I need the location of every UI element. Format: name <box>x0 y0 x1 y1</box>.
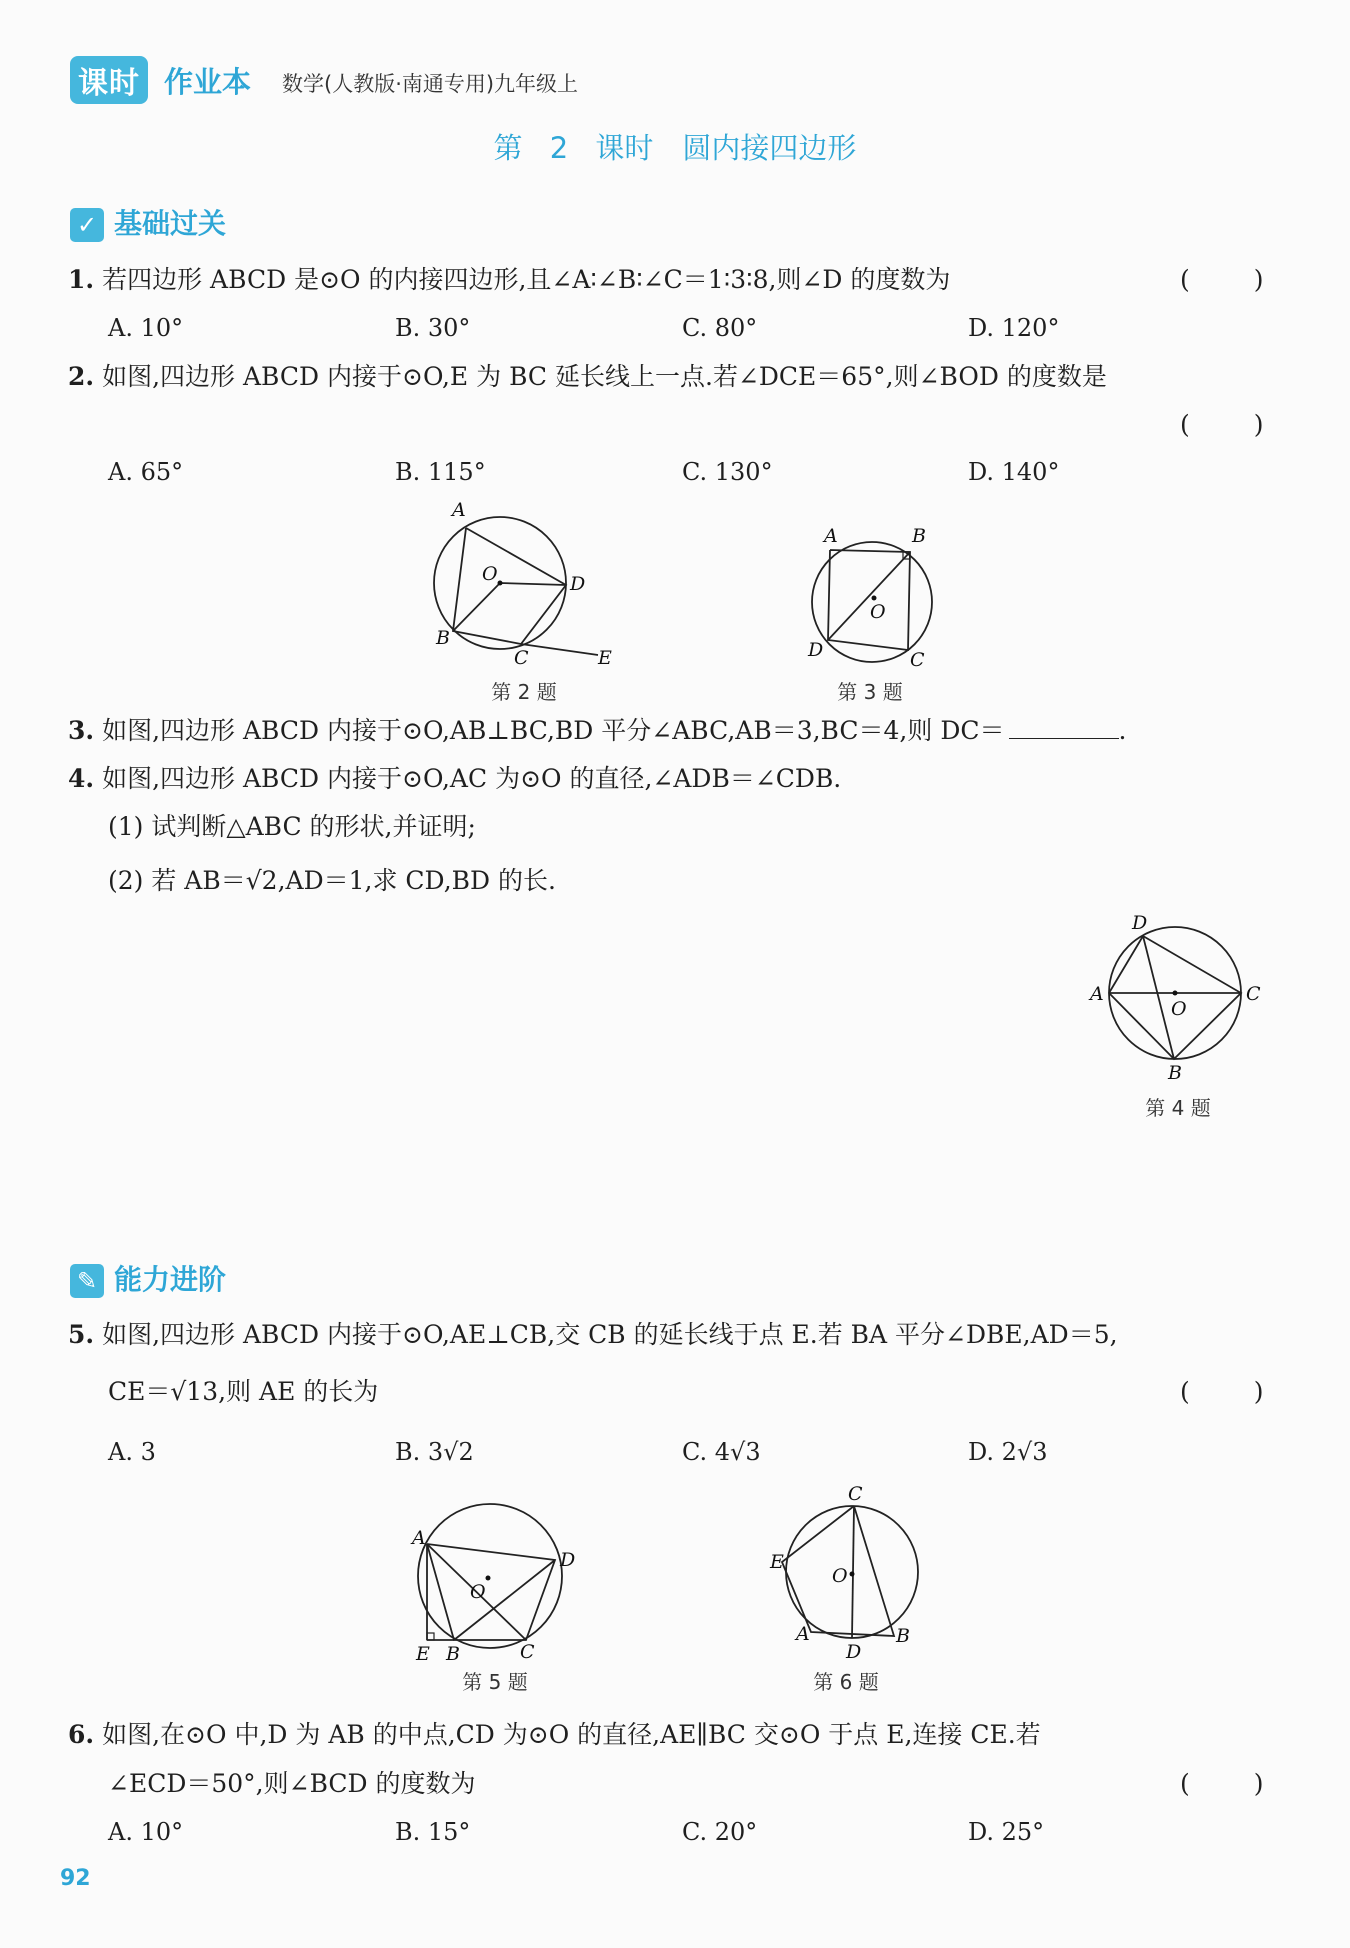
label-c: C <box>910 649 925 671</box>
question-6 <box>68 1720 1041 1750</box>
question-4-part-2: (2) 若 AB＝√2,AD＝1,求 CD,BD 的长. <box>108 866 556 895</box>
q6-option-d: D. 25° <box>968 1818 1045 1846</box>
label-o: O <box>870 601 886 623</box>
label-e: E <box>416 1643 430 1665</box>
question-1-number: 1. <box>68 265 95 294</box>
label-b: B <box>896 1625 910 1647</box>
label-o: O <box>1171 998 1187 1020</box>
label-a: A <box>1090 983 1104 1005</box>
question-4-part-1: (1) 试判断△ABC 的形状,并证明; <box>108 812 476 841</box>
label-o: O <box>832 1565 848 1587</box>
q1-option-b: B. 30° <box>395 314 471 342</box>
book-logo: 课时 <box>70 56 148 104</box>
figure-6 <box>764 1484 944 1664</box>
figure-2-caption: 第 2 题 <box>491 680 557 704</box>
q2-option-b: B. 115° <box>395 458 486 486</box>
center-o <box>850 1572 855 1577</box>
question-6-answer-paren: ( ) <box>1180 1769 1292 1798</box>
question-1-text: 若四边形 ABCD 是⊙O 的内接四边形,且∠A∶∠B∶∠C＝1∶3∶8,则∠D 的度数为 <box>102 265 951 294</box>
question-1-answer-paren: ( ) <box>1180 265 1292 294</box>
label-c: C <box>520 1641 535 1663</box>
label-b: B <box>912 525 926 547</box>
center-o <box>872 596 877 601</box>
section-basic-label: 基础过关 <box>114 207 227 240</box>
label-d: D <box>570 573 586 595</box>
q2-option-a: A. 65° <box>108 458 184 486</box>
question-3-text: 如图,四边形 ABCD 内接于⊙O,AB⊥BC,BD 平分∠ABC,AB＝3,BC＝4,则 DC＝ <box>102 716 1005 745</box>
question-5 <box>68 1320 1118 1350</box>
question-6-text-2: ∠ECD＝50°,则∠BCD 的度数为 <box>108 1769 476 1798</box>
question-3-end: . <box>1118 716 1127 745</box>
right-angle-mark <box>427 1633 434 1640</box>
label-b: B <box>436 627 450 649</box>
quadrilateral-abcd <box>427 1544 555 1640</box>
answer-blank[interactable] <box>1009 716 1119 739</box>
figure-3-caption: 第 3 题 <box>837 680 903 704</box>
label-c: C <box>514 647 529 669</box>
question-1 <box>68 265 950 295</box>
question-2-text: 如图,四边形 ABCD 内接于⊙O,E 为 BC 延长线上一点.若∠DCE＝65°,则∠BOD 的度数是 <box>102 362 1107 391</box>
figure-5-caption: 第 5 题 <box>462 1670 528 1694</box>
question-6-text: 如图,在⊙O 中,D 为 AB 的中点,CD 为⊙O 的直径,AE∥BC 交⊙O 于点 E,连接 CE.若 <box>102 1720 1041 1749</box>
figure-4-caption: 第 4 题 <box>1145 1096 1211 1120</box>
q2-option-c: C. 130° <box>682 458 773 486</box>
label-d: D <box>560 1549 576 1571</box>
circle-o <box>418 1504 562 1648</box>
line-bd <box>828 552 910 640</box>
figure-2 <box>420 498 630 678</box>
label-b: B <box>1168 1062 1182 1084</box>
q1-option-a: A. 10° <box>108 314 184 342</box>
line-ce <box>521 644 598 655</box>
label-c: C <box>1246 983 1261 1005</box>
label-d: D <box>846 1641 862 1663</box>
q5-option-d: D. 2√3 <box>968 1438 1048 1466</box>
question-5-answer-paren: ( ) <box>1180 1377 1292 1406</box>
book-subtitle: 数学(人教版·南通专用)九年级上 <box>282 72 579 96</box>
question-2-answer-paren: ( ) <box>1180 410 1292 439</box>
lesson-title: 第 2 课时 圆内接四边形 <box>493 131 857 165</box>
chord-bd <box>1143 936 1174 1059</box>
q5-option-b: B. 3√2 <box>395 1438 474 1466</box>
label-a: A <box>412 1527 426 1549</box>
label-o: O <box>470 1581 486 1603</box>
q6-option-c: C. 20° <box>682 1818 758 1846</box>
section-basic <box>70 202 226 242</box>
q5-option-a: A. 3 <box>108 1438 156 1466</box>
checkbox-icon: ✓ <box>70 208 104 242</box>
label-a: A <box>796 1623 810 1645</box>
label-a: A <box>452 499 466 521</box>
question-4-text: 如图,四边形 ABCD 内接于⊙O,AC 为⊙O 的直径,∠ADB＝∠CDB. <box>102 764 842 793</box>
question-5-number: 5. <box>68 1320 95 1349</box>
center-o <box>486 1576 491 1581</box>
figure-6-caption: 第 6 题 <box>813 1670 879 1694</box>
question-4 <box>68 764 841 794</box>
figure-3 <box>790 520 960 675</box>
label-b: B <box>446 1643 460 1665</box>
q1-option-c: C. 80° <box>682 314 758 342</box>
question-4-number: 4. <box>68 764 95 793</box>
question-5-text-2: CE＝√13,则 AE 的长为 <box>108 1377 379 1406</box>
label-d: D <box>1132 912 1148 934</box>
label-a: A <box>824 525 838 547</box>
question-3-number: 3. <box>68 716 95 745</box>
book-name: 作业本 <box>164 65 252 99</box>
question-2 <box>68 362 1107 392</box>
figure-5 <box>400 1490 600 1670</box>
pencil-icon: ✎ <box>70 1264 104 1298</box>
question-5-text: 如图,四边形 ABCD 内接于⊙O,AE⊥CB,交 CB 的延长线于点 E.若 BA 平分∠DBE,AD＝5, <box>102 1320 1118 1349</box>
question-2-number: 2. <box>68 362 95 391</box>
page-number: 92 <box>60 1866 91 1891</box>
center-o <box>1173 991 1178 996</box>
q1-option-d: D. 120° <box>968 314 1060 342</box>
section-advanced-label: 能力进阶 <box>114 1263 227 1296</box>
q5-option-c: C. 4√3 <box>682 1438 761 1466</box>
label-e: E <box>598 647 612 669</box>
question-6-number: 6. <box>68 1720 95 1749</box>
figure-4 <box>1080 905 1280 1085</box>
q6-option-a: A. 10° <box>108 1818 184 1846</box>
q6-option-b: B. 15° <box>395 1818 471 1846</box>
label-o: O <box>482 563 498 585</box>
label-d: D <box>808 639 824 661</box>
q2-option-d: D. 140° <box>968 458 1060 486</box>
label-e: E <box>770 1551 784 1573</box>
question-3 <box>68 716 1126 746</box>
center-o <box>498 581 503 586</box>
label-c: C <box>848 1484 863 1505</box>
section-advanced <box>70 1258 226 1298</box>
